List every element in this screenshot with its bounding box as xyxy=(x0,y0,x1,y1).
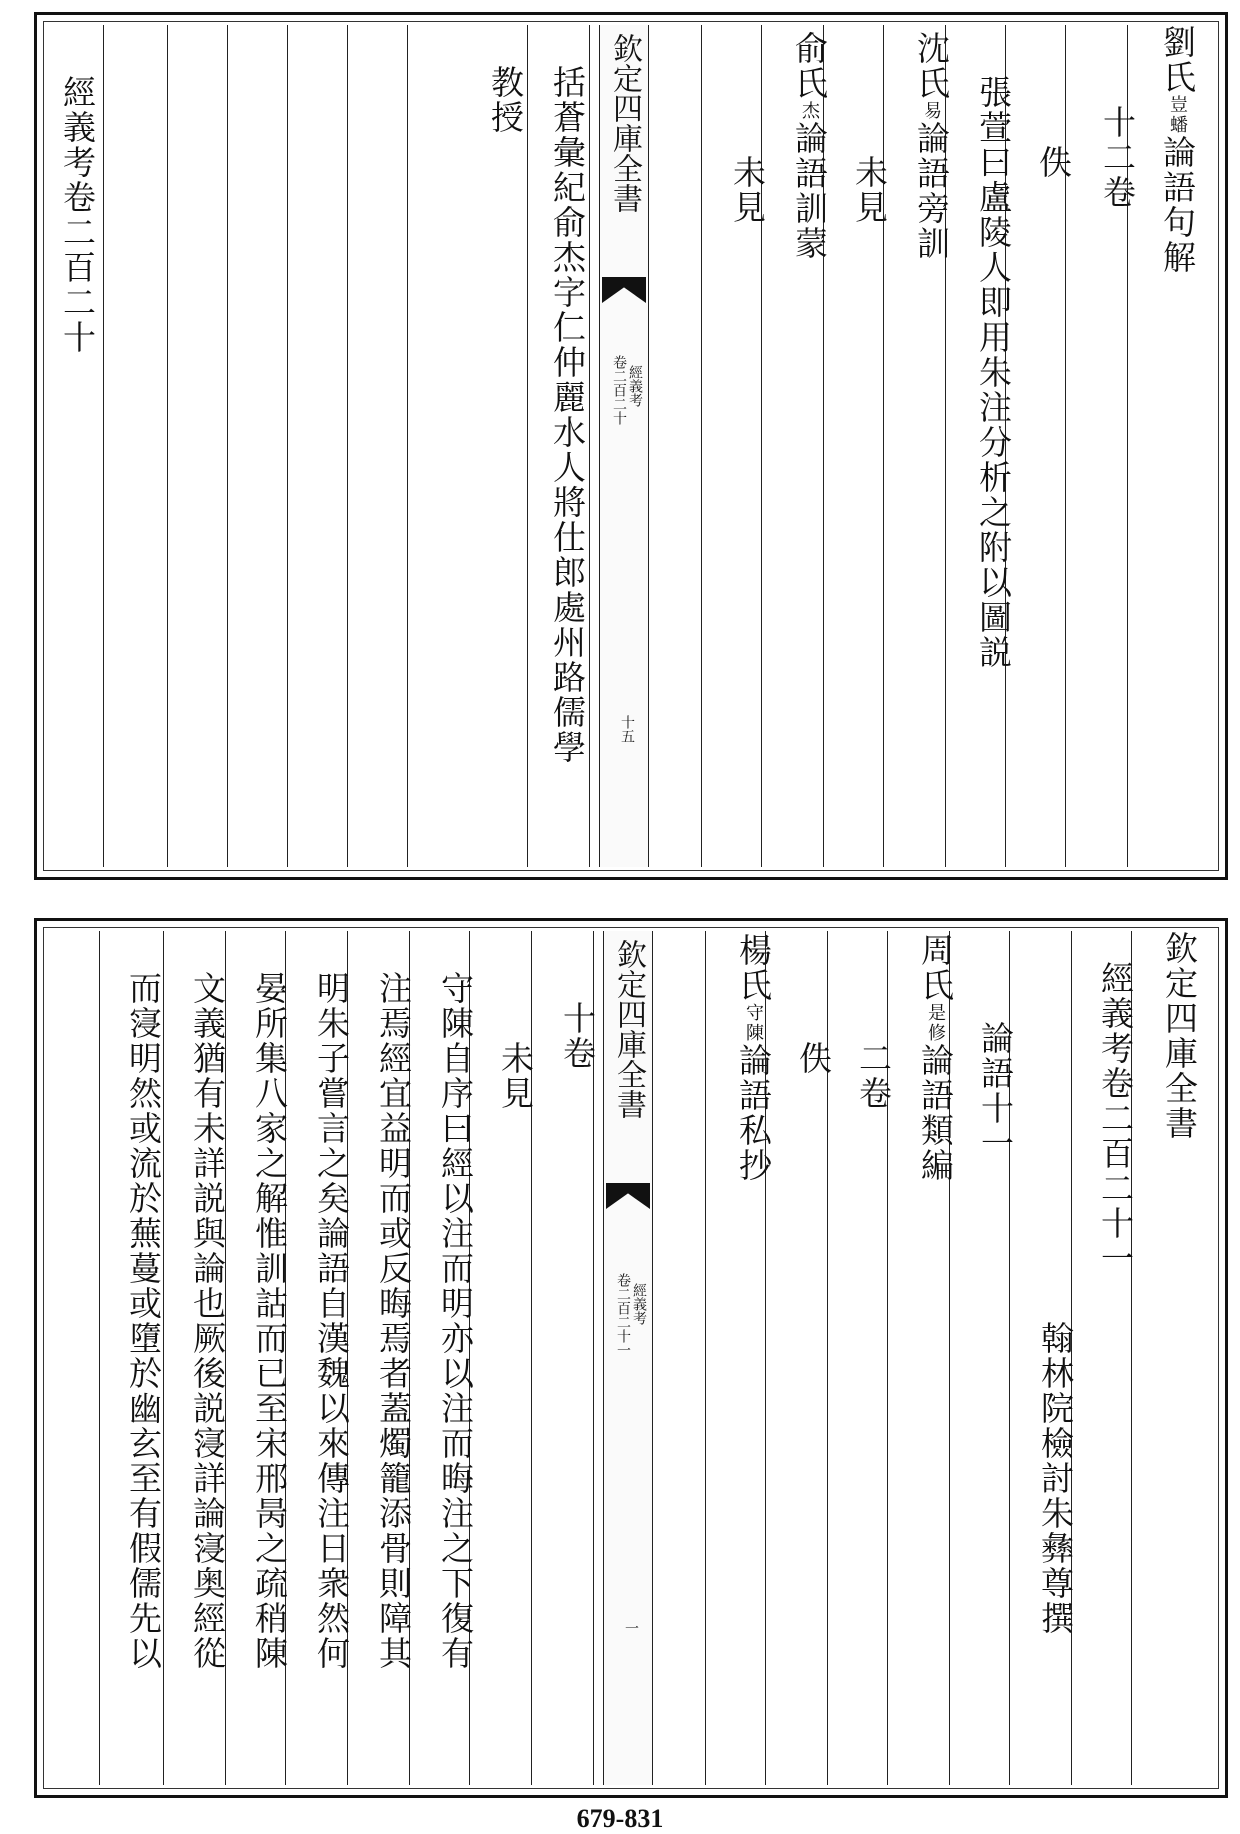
book-title: 欽定四庫全書 xyxy=(1160,931,1199,1141)
top-margin-folio: 十五 xyxy=(619,715,635,743)
preface-line: 晏所集八家之解惟訓詁而已至宋邢昺之疏稍陳 xyxy=(250,971,289,1671)
fishtail-mark xyxy=(606,1183,650,1209)
status-text: 未見 xyxy=(496,1041,535,1111)
top-centerfold-strip xyxy=(599,25,649,867)
bottom-margin-book: 經義考 xyxy=(631,1283,647,1325)
chapter-end-title: 經義考卷二百二十 xyxy=(58,75,97,355)
biography-line: 括蒼彙紀俞杰字仁仲麗水人將仕郎處州路儒學 xyxy=(548,65,587,765)
top-margin-title: 欽定四庫全書 xyxy=(607,33,642,213)
entry-title-shen: 沈氏易論語旁訓 xyxy=(912,31,951,261)
fishtail-mark xyxy=(602,277,646,303)
status-text: 未見 xyxy=(728,155,767,225)
preface-line: 而寖明然或流於蕪蔓或墮於幽玄至有假儒先以 xyxy=(124,971,163,1671)
preface-line: 注焉經宜益明而或反晦焉者蓋燭籠添骨則障其 xyxy=(374,971,413,1671)
top-page-frame xyxy=(34,12,1228,880)
entry-title-yu: 俞氏杰論語訓蒙 xyxy=(790,31,829,261)
status-text: 佚 xyxy=(794,1041,833,1076)
bottom-centerfold-strip xyxy=(603,931,653,1785)
author-line: 翰林院檢討朱彝尊撰 xyxy=(1036,1321,1075,1636)
entry-title-yang: 楊氏守陳論語私抄 xyxy=(734,933,773,1183)
status-text: 佚 xyxy=(1034,145,1073,180)
preface-line: 守陳自序曰經以注而明亦以注而晦注之下復有 xyxy=(436,971,475,1671)
biography-line: 教授 xyxy=(486,65,525,135)
top-margin-book: 經義考 xyxy=(627,365,643,407)
status-text: 未見 xyxy=(850,155,889,225)
bottom-margin-title: 欽定四庫全書 xyxy=(611,939,646,1119)
volume-count: 二卷 xyxy=(854,1041,893,1111)
entry-title-zhou: 周氏是修論語類編 xyxy=(916,933,955,1183)
bottom-page-frame xyxy=(34,918,1228,1798)
volume-count: 十卷 xyxy=(558,1001,597,1071)
preface-line: 明朱子嘗言之矣論語自漢魏以來傳注日衆然何 xyxy=(312,971,351,1671)
top-margin-juan: 卷二百二十 xyxy=(611,355,627,425)
entry-title-liu: 劉氏豈蟠論語句解 xyxy=(1158,25,1197,275)
bottom-margin-juan: 卷二百二十一 xyxy=(615,1273,631,1357)
preface-line: 文義猶有未詳説與論也厥後説寖詳論寖奥經從 xyxy=(188,971,227,1671)
volume-count: 十二卷 xyxy=(1098,105,1137,210)
page-number: 679-831 xyxy=(576,1804,664,1833)
section-title: 論語十一 xyxy=(976,1021,1015,1161)
quotation-line: 張萱曰盧陵人即用朱注分析之附以圖説 xyxy=(974,75,1013,670)
bottom-margin-folio: 一 xyxy=(623,1621,639,1635)
chapter-title: 經義考卷二百二十一 xyxy=(1096,961,1135,1276)
